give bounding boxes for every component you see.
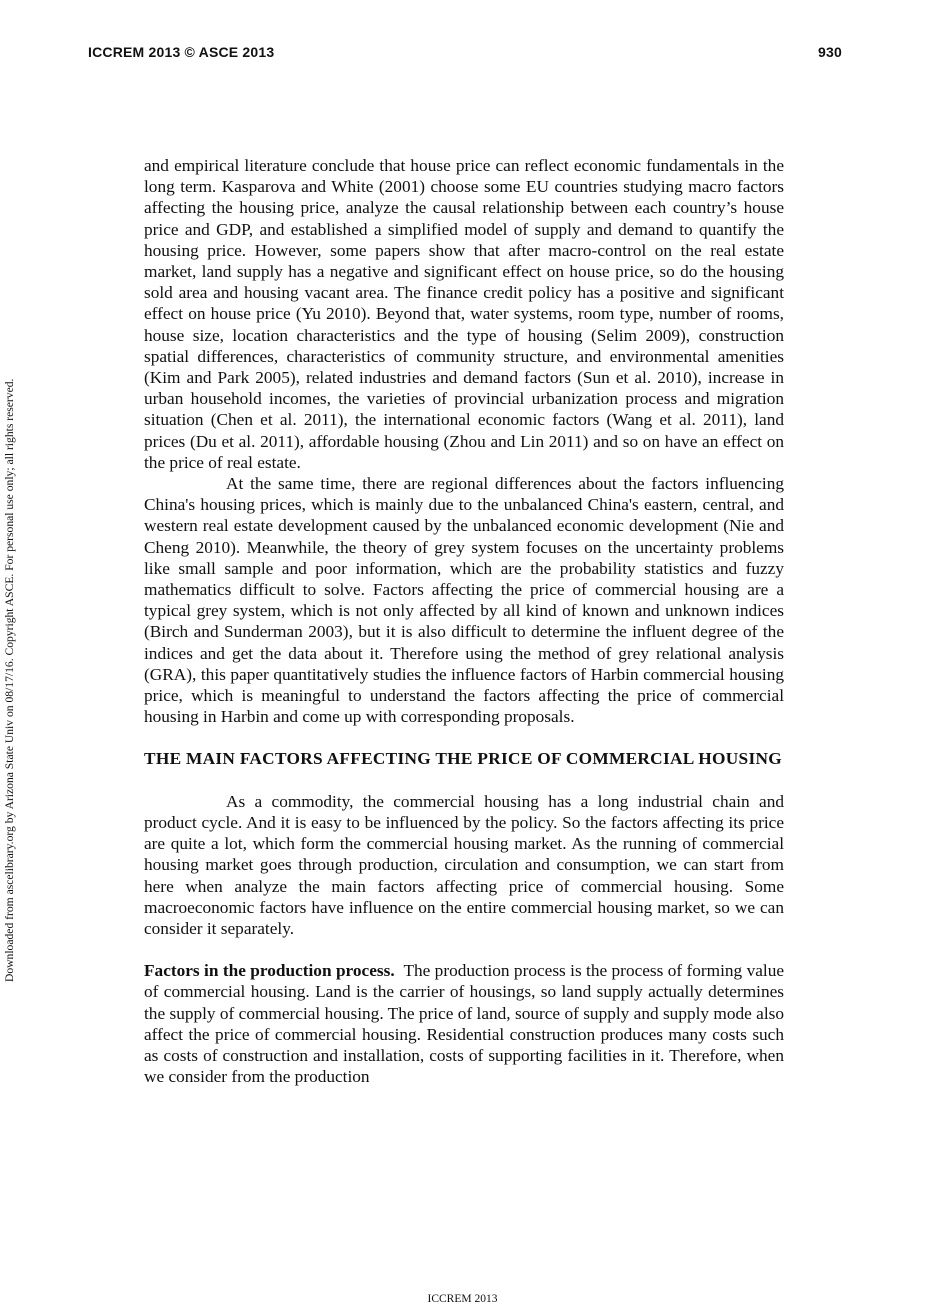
run-in-heading: Factors in the production process. [144,961,395,981]
paragraph-4-text: The production process is the process of forming value of commercial housing. Land is the carrier of housings, so land supply actually determines the supply of commercial housing. The price of land, source of supply and supply mode also affect the price of commercial housing. Residential construction produces many costs such as costs of construction and installation, costs of supporting facilities in it. Therefore, when we consider from the production [144,961,785,1087]
body-text [144,155,784,1087]
download-notice: Downloaded from ascelibrary.org by Arizona State Univ on 08/17/16. Copyright ASCE. For personal use only; all rights reserved. [3,378,16,982]
paragraph-3: As a commodity, the commercial housing has a long industrial chain and product cycle. And it is easy to be influenced by the policy. So the factors affecting its price are quite a lot, which form the commercial housing market. As the running of commercial housing market goes through production, circulation and consumption, we can start from here when analyze the main factors affecting price of commercial housing. Some macroeconomic factors have influence on the entire commercial housing market, so we can consider it separately. [144,791,784,938]
paragraph-1: and empirical literature conclude that house price can reflect economic fundamentals in the long term. Kasparova and White (2001) choose some EU countries studying macro factors affecting the housing price, analyze the causal relationship between each country’s house price and GDP, and established a simplified model of supply and demand to quantify the housing price. However, some papers show that after macro-control on the real estate market, land supply has a negative and significant effect on house price, so do the housing sold area and housing vacant area. The finance credit policy has a positive and significant effect on house price (Yu 2010). Beyond that, water systems, room type, number of rooms, house size, location characteristics and the type of housing (Selim 2009), construction spatial differences, characteristics of community structure, and environmental amenities (Kim and Park 2005), related industries and demand factors (Sun et al. 2010), increase in urban household incomes, the varieties of provincial urbanization process and migration situation (Chen et al. 2011), the international economic factors (Wang et al. 2011), land prices (Du et al. 2011), affordable housing (Zhou and Lin 2011) and so on have an effect on the price of real estate. [144,156,784,472]
paragraph-4 [144,960,784,1087]
page-number: 930 [818,44,842,60]
paragraph-2: At the same time, there are regional differences about the factors influencing China's housing prices, which is mainly due to the unbalanced China's eastern, central, and western real estate development caused by the unbalanced economic development (Nie and Cheng 2010). Meanwhile, the theory of grey system focuses on the uncertainty problems like small sample and poor information, which are the probability statistics and fuzzy mathematics difficult to solve. Factors affecting the price of commercial housing are a typical grey system, which is not only affected by all kind of known and unknown indices (Birch and Sunderman 2003), but it is also difficult to determine the influent degree of the indices and get the data about it. Therefore using the method of grey relational analysis (GRA), this paper quantitatively studies the influence factors of Harbin commercial housing price, which is meaningful to understand the factors affecting the price of commercial housing in Harbin and come up with corresponding proposals. [144,474,784,727]
page-footer: ICCREM 2013 [427,1293,498,1305]
section-heading: THE MAIN FACTORS AFFECTING THE PRICE OF COMMERCIAL HOUSING [144,749,782,769]
header-title: ICCREM 2013 © ASCE 2013 [88,44,275,60]
